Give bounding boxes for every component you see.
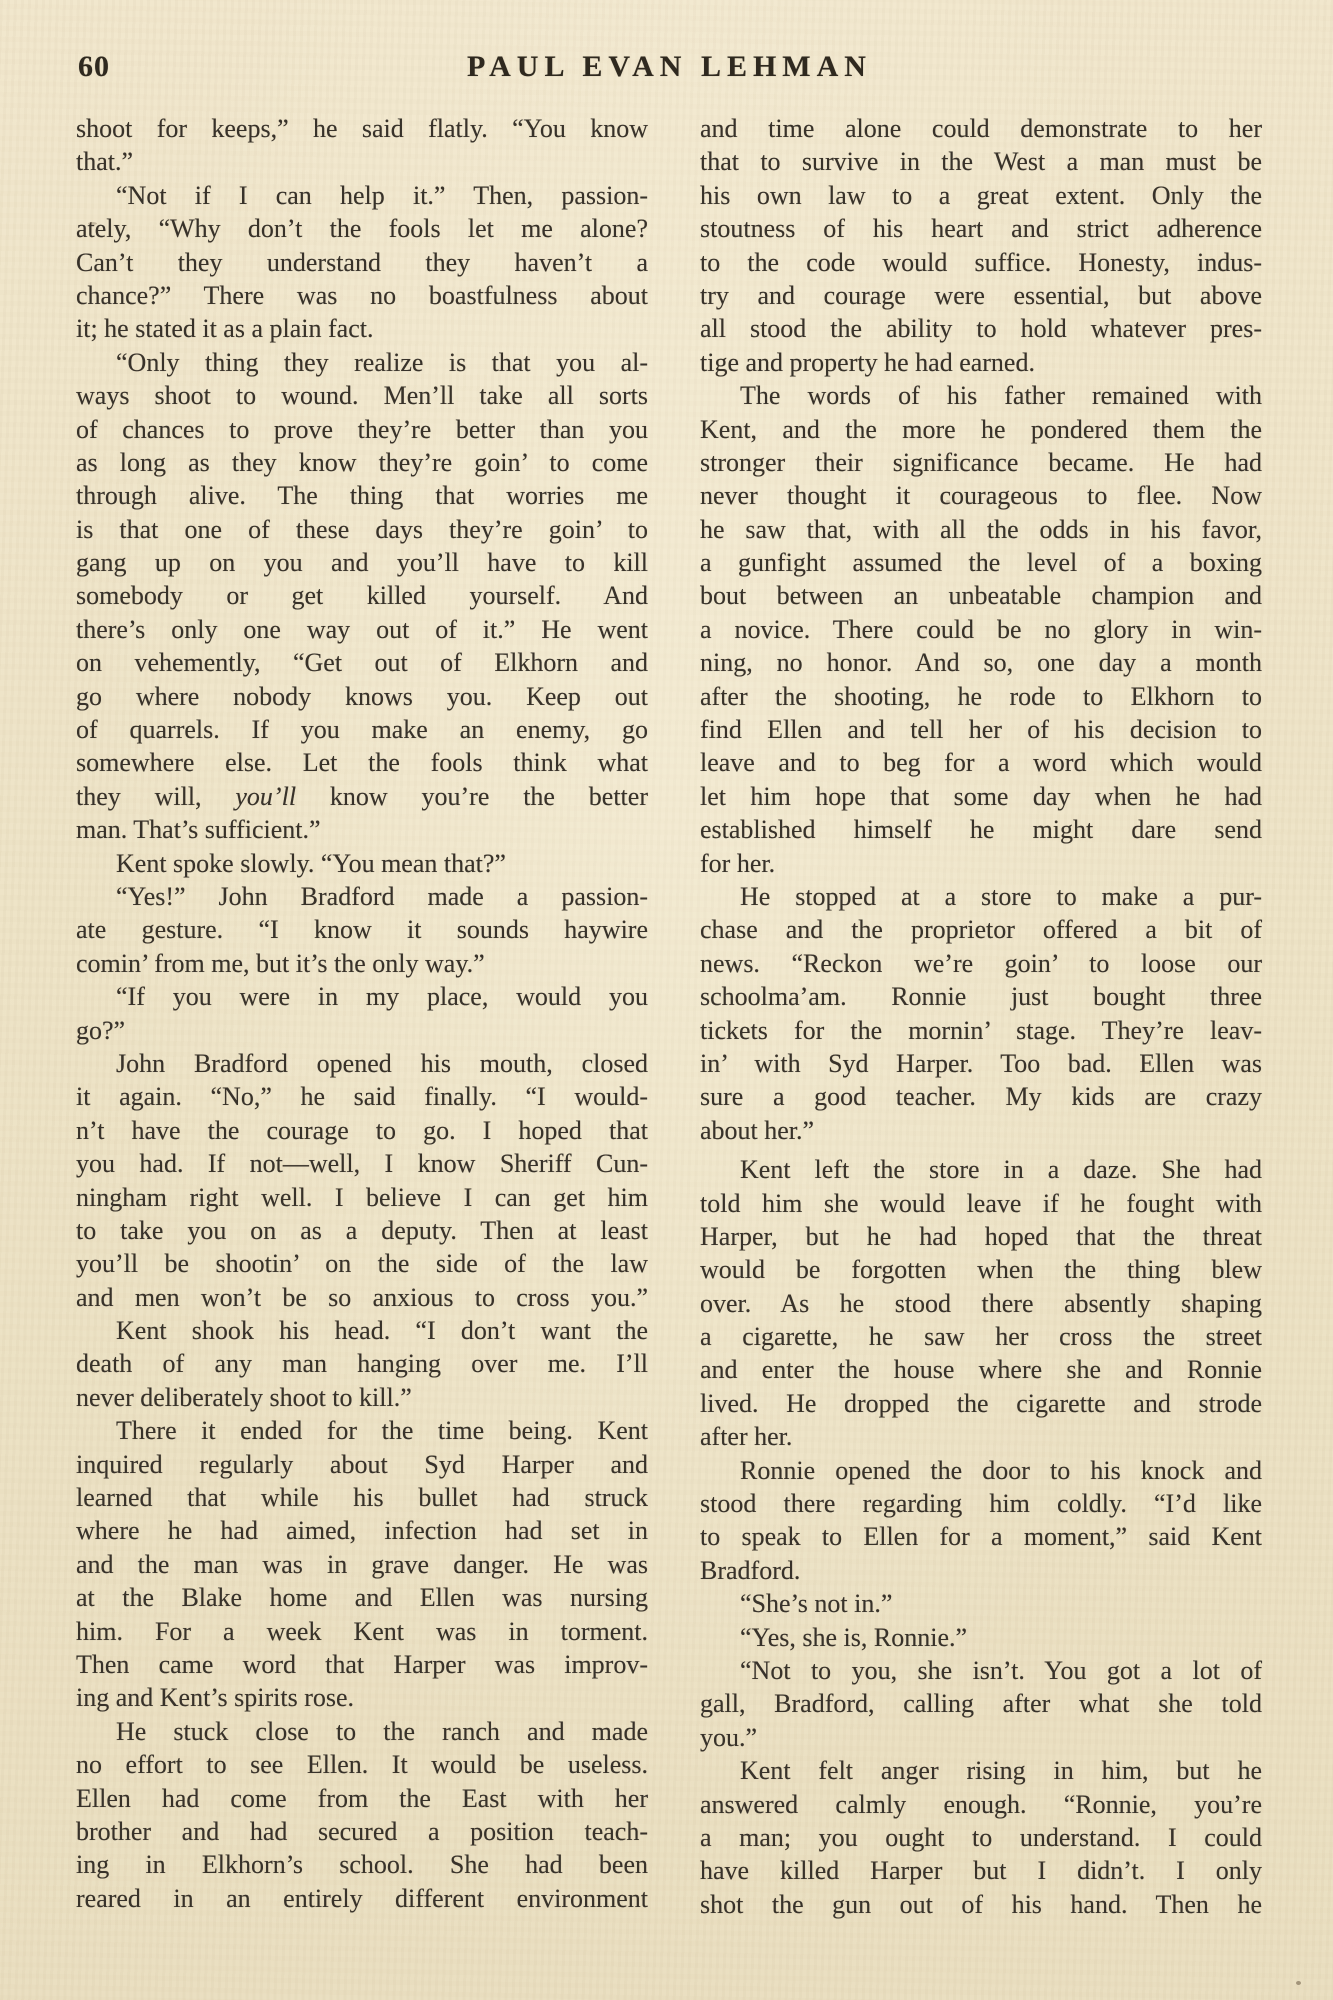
- text-line: leave and to beg for a word which would: [700, 748, 1262, 778]
- text-line: to the code would suffice. Honesty, indus-: [700, 247, 1262, 277]
- text-line: and the man was in grave danger. He was: [76, 1549, 648, 1579]
- text-line: ing in Elkhorn’s school. She had been: [76, 1850, 648, 1880]
- text-line: that to survive in the West a man must be: [700, 147, 1262, 177]
- text-line: Then came word that Harper was improv-: [76, 1649, 648, 1679]
- text-line: chase and the proprietor offered a bit of: [700, 915, 1262, 945]
- text-line: “Only thing they realize is that you al-: [116, 347, 648, 377]
- text-line: to take you on as a deputy. Then at least: [76, 1215, 648, 1245]
- text-line: stronger their significance became. He had: [700, 447, 1262, 477]
- text-line: him. For a week Kent was in torment.: [76, 1616, 648, 1646]
- text-line: let him hope that some day when he had: [700, 781, 1262, 811]
- text-line: a cigarette, he saw her cross the street: [700, 1322, 1262, 1352]
- text-line: “If you were in my place, would you: [116, 982, 648, 1012]
- text-line: ways shoot to wound. Men’ll take all sorts: [76, 381, 648, 411]
- text-line: have killed Harper but I didn’t. I only: [700, 1856, 1262, 1886]
- text-line: “Not to you, she isn’t. You got a lot of: [740, 1655, 1262, 1685]
- text-line: brother and had secured a position teach-: [76, 1816, 648, 1846]
- text-line: all stood the ability to hold whatever pres-: [700, 314, 1262, 344]
- text-line: as long as they know they’re goin’ to come: [76, 447, 648, 477]
- text-line: bout between an unbeatable champion and: [700, 581, 1262, 611]
- text-line: Ronnie opened the door to his knock and: [740, 1455, 1262, 1485]
- text-line: a gunfight assumed the level of a boxing: [700, 548, 1262, 578]
- text-line: never thought it courageous to flee. Now: [700, 481, 1262, 511]
- text-line: gall, Bradford, calling after what she told: [700, 1689, 1262, 1719]
- text-line: ately, “Why don’t the fools let me alone?: [76, 214, 648, 244]
- text-line: you’ll be shootin’ on the side of the law: [76, 1249, 648, 1279]
- text-line: is that one of these days they’re goin’ to: [76, 514, 648, 544]
- text-line: shoot for keeps,” he said flatly. “You know: [76, 114, 648, 143]
- page-number: 60: [78, 50, 110, 83]
- text-line: somebody or get killed yourself. And: [76, 581, 648, 611]
- text-line: Kent shook his head. “I don’t want the: [116, 1316, 648, 1346]
- text-line: you had. If not—well, I know Sheriff Cun-: [76, 1149, 648, 1179]
- text-line: inquired regularly about Syd Harper and: [76, 1449, 648, 1479]
- text-line: it; he stated it as a plain fact.: [76, 314, 374, 344]
- text-line: and enter the house where she and Ronnie: [700, 1355, 1262, 1385]
- text-line: “Yes, she is, Ronnie.”: [740, 1622, 968, 1652]
- text-line: news. “Reckon we’re goin’ to loose our: [700, 948, 1262, 978]
- text-line: find Ellen and tell her of his decision to: [700, 715, 1262, 745]
- text-line: of chances to prove they’re better than you: [76, 414, 648, 444]
- text-line: “Yes!” John Bradford made a passion-: [116, 881, 648, 911]
- text-line: stoutness of his heart and strict adherence: [700, 214, 1262, 244]
- text-line: in’ with Syd Harper. Too bad. Ellen was: [700, 1048, 1262, 1078]
- text-line: that.”: [76, 147, 134, 177]
- text-line: man. That’s sufficient.”: [76, 815, 321, 845]
- text-line: established himself he might dare send: [700, 815, 1262, 845]
- text-line: Ellen had come from the East with her: [76, 1783, 648, 1813]
- text-line: “She’s not in.”: [740, 1589, 893, 1619]
- text-line: through alive. The thing that worries me: [76, 481, 648, 511]
- text-line: of quarrels. If you make an enemy, go: [76, 715, 648, 745]
- text-line: and time alone could demonstrate to her: [700, 114, 1262, 143]
- text-line: tige and property he had earned.: [700, 347, 1035, 377]
- text-line: his own law to a great extent. Only the: [700, 180, 1262, 210]
- text-line: He stopped at a store to make a pur-: [740, 881, 1262, 911]
- text-line: try and courage were essential, but above: [700, 280, 1262, 310]
- text-line: about her.”: [700, 1115, 815, 1145]
- text-line: on vehemently, “Get out of Elkhorn and: [76, 648, 648, 678]
- text-line: schoolma’am. Ronnie just bought three: [700, 982, 1262, 1012]
- text-line: Bradford.: [700, 1555, 801, 1585]
- paper-speck: [1296, 1981, 1301, 1985]
- text-line: at the Blake home and Ellen was nursing: [76, 1583, 648, 1613]
- paper-speck: [946, 500, 950, 503]
- text-line: stood there regarding him coldly. “I’d like: [700, 1489, 1262, 1519]
- left-column: [76, 112, 648, 1915]
- text-line: go where nobody knows you. Keep out: [76, 681, 648, 711]
- text-line: would be forgotten when the thing blew: [700, 1255, 1262, 1285]
- text-line: to speak to Ellen for a moment,” said Kent: [700, 1522, 1262, 1552]
- text-line: Harper, but he had hoped that the threat: [700, 1221, 1262, 1251]
- text-line: The words of his father remained with: [740, 381, 1262, 411]
- text-line: ning, no honor. And so, one day a month: [700, 648, 1262, 678]
- running-title: PAUL EVAN LEHMAN: [467, 50, 872, 83]
- text-line: for her.: [700, 848, 776, 878]
- text-line: after the shooting, he rode to Elkhorn to: [700, 681, 1262, 711]
- text-line: over. As he stood there absently shaping: [700, 1288, 1262, 1318]
- text-line: He stuck close to the ranch and made: [116, 1716, 648, 1746]
- text-line: shot the gun out of his hand. Then he: [700, 1889, 1262, 1919]
- text-line: a novice. There could be no glory in win-: [700, 614, 1262, 644]
- text-line: John Bradford opened his mouth, closed: [116, 1048, 648, 1078]
- text-line: go?”: [76, 1015, 126, 1045]
- text-line: told him she would leave if he fought with: [700, 1188, 1262, 1218]
- text-line: and men won’t be so anxious to cross you.”: [76, 1282, 648, 1312]
- text-line: they will, you’ll know you’re the better: [76, 781, 648, 811]
- text-line: ningham right well. I believe I can get him: [76, 1182, 648, 1212]
- text-line: never deliberately shoot to kill.”: [76, 1382, 412, 1412]
- text-line: learned that while his bullet had struck: [76, 1483, 648, 1513]
- text-line: Kent spoke slowly. “You mean that?”: [116, 848, 506, 878]
- text-line: there’s only one way out of it.” He went: [76, 614, 648, 644]
- text-line: “Not if I can help it.” Then, passion-: [116, 180, 648, 210]
- text-line: Can’t they understand they haven’t a: [76, 247, 648, 277]
- text-line: ate gesture. “I know it sounds haywire: [76, 915, 648, 945]
- text-line: n’t have the courage to go. I hoped that: [76, 1115, 648, 1145]
- text-line: it again. “No,” he said finally. “I would-: [76, 1082, 648, 1112]
- right-column: [700, 112, 1262, 1921]
- text-line: Kent left the store in a daze. She had: [740, 1155, 1262, 1185]
- text-line: lived. He dropped the cigarette and strode: [700, 1388, 1262, 1418]
- text-line: no effort to see Ellen. It would be useless.: [76, 1750, 648, 1780]
- text-line: somewhere else. Let the fools think what: [76, 748, 648, 778]
- text-line: where he had aimed, infection had set in: [76, 1516, 648, 1546]
- paper-speck: [88, 222, 97, 225]
- text-line: he saw that, with all the odds in his favor,: [700, 514, 1262, 544]
- text-line: answered calmly enough. “Ronnie, you’re: [700, 1789, 1262, 1819]
- text-line: There it ended for the time being. Kent: [116, 1416, 648, 1446]
- text-line: Kent felt anger rising in him, but he: [740, 1756, 1262, 1786]
- text-line: chance?” There was no boastfulness about: [76, 280, 648, 310]
- text-line: Kent, and the more he pondered them the: [700, 414, 1262, 444]
- text-line: tickets for the mornin’ stage. They’re leav-: [700, 1015, 1262, 1045]
- text-line: gang up on you and you’ll have to kill: [76, 548, 648, 578]
- text-line: death of any man hanging over me. I’ll: [76, 1349, 648, 1379]
- text-line: after her.: [700, 1422, 793, 1452]
- text-line: sure a good teacher. My kids are crazy: [700, 1082, 1262, 1112]
- text-line: you.”: [700, 1722, 758, 1752]
- text-line: ing and Kent’s spirits rose.: [76, 1683, 355, 1713]
- text-line: reared in an entirely different environment: [76, 1883, 648, 1913]
- text-line: comin’ from me, but it’s the only way.”: [76, 948, 485, 978]
- text-line: a man; you ought to understand. I could: [700, 1822, 1262, 1852]
